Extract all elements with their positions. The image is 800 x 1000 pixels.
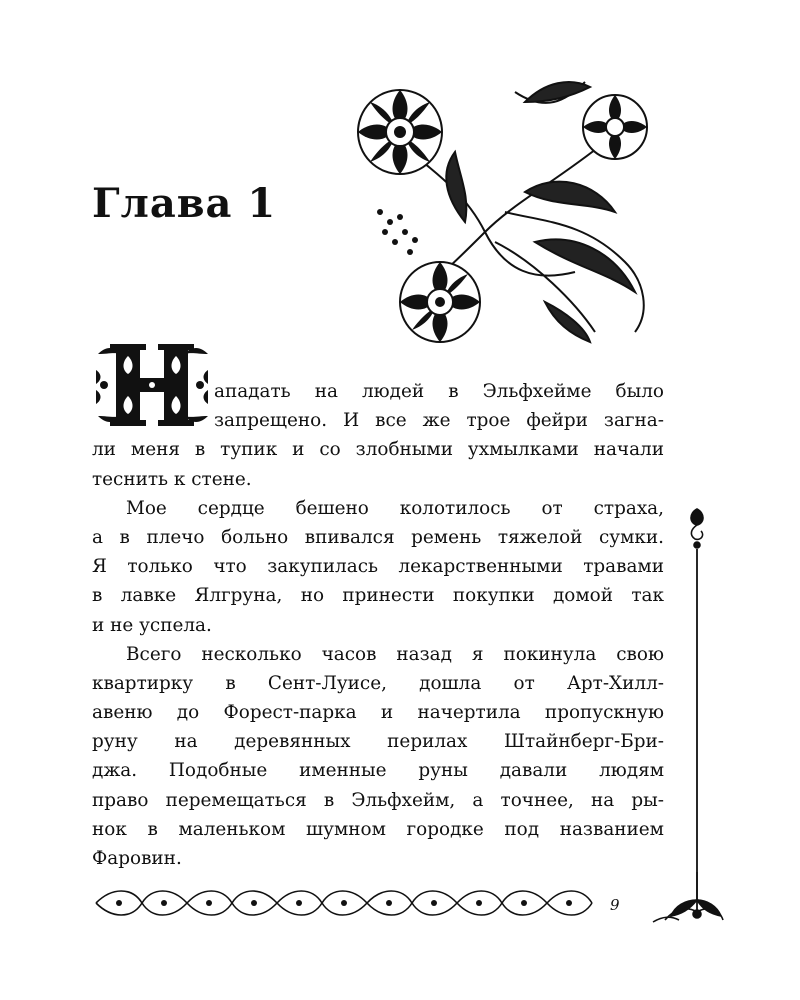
scroll-border-icon xyxy=(92,883,612,923)
text-line: в лавке Ялгруна, но принести покупки домой так xyxy=(92,585,664,607)
floral-engraving-icon xyxy=(345,72,665,347)
text-line: Фаровин. xyxy=(92,848,182,869)
text-line: Мое сердце бешено колотилось от страха, xyxy=(126,497,664,519)
text-line: квартирку в Сент-Луисе, дошла от Арт-Хилл- xyxy=(92,672,664,694)
text-line: Я только что закупилась лекарственными травами xyxy=(92,556,664,578)
chapter-title: Глава 1 xyxy=(92,180,277,227)
text-line: теснить к стене. xyxy=(92,468,252,490)
text-line: нок в маленьком шумном городке под названием xyxy=(92,818,664,840)
text-line: ли меня в тупик и со злобными ухмылками начали xyxy=(92,439,664,461)
text-line: Всего несколько часов назад я покинула свою xyxy=(126,643,664,665)
text-line: авеню до Форест-парка и начертила пропускную xyxy=(92,702,664,724)
vertical-ornament-icon xyxy=(683,505,711,925)
text-line: джа. Подобные именные руны давали людям xyxy=(92,760,664,782)
text-line: руну на деревянных перилах Штайнберг-Бри- xyxy=(92,731,664,753)
body-text xyxy=(92,377,664,873)
page-number: 9 xyxy=(610,896,620,914)
text-line: а в плечо больно впивался ремень тяжелой сумки. xyxy=(92,526,664,548)
text-line: ападать на людей в Эльфхейме было xyxy=(214,381,664,402)
text-line: право перемещаться в Эльфхейм, а точнее, на ры- xyxy=(92,789,664,811)
text-line: запрещено. И все же трое фейри загна- xyxy=(214,410,664,432)
text-line: и не успела. xyxy=(92,614,212,636)
corner-flourish-icon xyxy=(645,870,725,925)
